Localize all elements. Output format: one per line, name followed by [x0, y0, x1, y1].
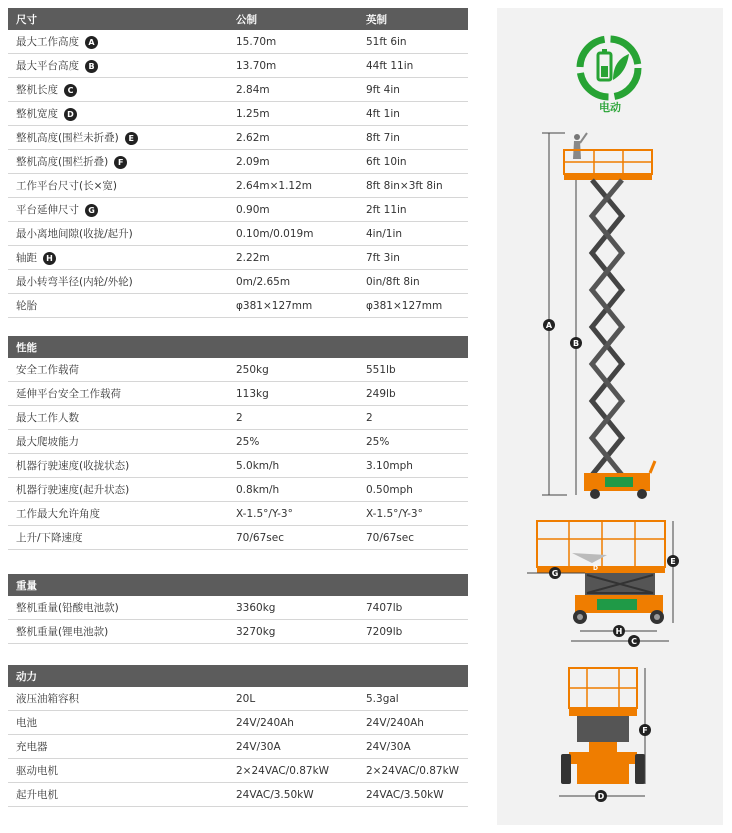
marker-d-label: D [597, 792, 605, 801]
spec-label-cell [8, 783, 228, 807]
spec-label: 安全工作载荷 [16, 364, 79, 376]
spec-label: 轮胎 [16, 300, 37, 312]
spec-label: 整机高度(围栏未折叠) [16, 132, 119, 144]
imperial-value: 6ft 10in [358, 150, 468, 174]
metric-value: 2.84m [228, 78, 358, 102]
spec-label-cell [8, 526, 228, 550]
spec-label: 最小转弯半径(内轮/外轮) [16, 276, 133, 288]
spec-label: 机器行驶速度(收拢状态) [16, 460, 130, 472]
metric-value: X-1.5°/Y-3° [228, 502, 358, 526]
spec-row [8, 198, 468, 222]
imperial-value: 5.3gal [358, 687, 468, 711]
metric-value: 70/67sec [228, 526, 358, 550]
metric-value: 113kg [228, 382, 358, 406]
spec-label: 最大平台高度 [16, 60, 79, 72]
imperial-value: 24V/30A [358, 735, 468, 759]
metric-value: 3270kg [228, 620, 358, 644]
spec-row [8, 54, 468, 78]
spec-tables [8, 8, 468, 807]
metric-value: 25% [228, 430, 358, 454]
marker-c-label: C [631, 637, 637, 646]
spec-row [8, 294, 468, 318]
spec-row [8, 478, 468, 502]
marker-h-label: H [615, 627, 623, 636]
spec-row [8, 526, 468, 550]
spec-row [8, 620, 468, 644]
spec-label-cell [8, 126, 228, 150]
imperial-value: 24V/240Ah [358, 711, 468, 735]
section-title: 性能 [8, 336, 228, 358]
spec-label: 电池 [16, 717, 37, 729]
marker-g-label: G [551, 569, 559, 578]
spec-label: 整机长度 [16, 84, 58, 96]
spec-label: 最大工作人数 [16, 412, 79, 424]
imperial-value: 51ft 6in [358, 30, 468, 54]
electric-eco-icon [497, 8, 723, 108]
section-title: 动力 [8, 665, 228, 687]
spec-label: 液压油箱容积 [16, 693, 79, 705]
spec-label: 延伸平台安全工作载荷 [16, 388, 121, 400]
spec-row [8, 430, 468, 454]
metric-value: 13.70m [228, 54, 358, 78]
spec-label-cell [8, 735, 228, 759]
metric-value: 2.64m×1.12m [228, 174, 358, 198]
dimension-marker-badge: E [125, 132, 138, 145]
spec-label-cell [8, 246, 228, 270]
dimensions-table [8, 8, 468, 318]
spec-row [8, 174, 468, 198]
spec-row [8, 150, 468, 174]
spec-label: 充电器 [16, 741, 48, 753]
spec-label-cell [8, 478, 228, 502]
dimension-marker-badge: G [85, 204, 98, 217]
dimension-marker-badge: H [43, 252, 56, 265]
imperial-value: 4ft 1in [358, 102, 468, 126]
power-table [8, 665, 468, 807]
metric-value: 0.10m/0.019m [228, 222, 358, 246]
spec-label-cell [8, 502, 228, 526]
spec-row [8, 30, 468, 54]
weight-table [8, 574, 468, 644]
spec-label-cell [8, 270, 228, 294]
imperial-value: 7ft 3in [358, 246, 468, 270]
spec-row [8, 382, 468, 406]
spec-label: 整机宽度 [16, 108, 58, 120]
marker-a-label: A [545, 321, 553, 330]
spec-label: 整机重量(铅酸电池款) [16, 602, 119, 614]
spec-label-cell [8, 150, 228, 174]
metric-value: 250kg [228, 358, 358, 382]
dimension-marker-badge: A [85, 36, 98, 49]
metric-value: 1.25m [228, 102, 358, 126]
dimension-marker-badge: B [85, 60, 98, 73]
marker-f-label: F [642, 726, 648, 735]
metric-value: 20L [228, 687, 358, 711]
spec-label: 轴距 [16, 252, 37, 264]
spec-label: 整机重量(锂电池款) [16, 626, 109, 638]
imperial-value: 7209lb [358, 620, 468, 644]
imperial-value: X-1.5°/Y-3° [358, 502, 468, 526]
imperial-value: 70/67sec [358, 526, 468, 550]
metric-value: 5.0km/h [228, 454, 358, 478]
dimension-marker-badge: C [64, 84, 77, 97]
imperial-value: 551lb [358, 358, 468, 382]
spec-label: 工作平台尺寸(长×宽) [16, 180, 117, 192]
spec-label: 最大工作高度 [16, 36, 79, 48]
marker-b-label: B [572, 339, 580, 348]
imperial-value: 4in/1in [358, 222, 468, 246]
imperial-value: 44ft 11in [358, 54, 468, 78]
section-title: 尺寸 [8, 8, 228, 30]
raised-lift-diagram [497, 123, 723, 503]
spec-row [8, 406, 468, 430]
spec-row [8, 102, 468, 126]
metric-value: 0.90m [228, 198, 358, 222]
section-title: 重量 [8, 574, 228, 596]
spec-label: 驱动电机 [16, 765, 58, 777]
spec-label: 起升电机 [16, 789, 58, 801]
spec-label: 机器行驶速度(起升状态) [16, 484, 130, 496]
section-header [8, 574, 468, 596]
metric-value: 15.70m [228, 30, 358, 54]
metric-value: 0.8km/h [228, 478, 358, 502]
section-header [8, 8, 468, 30]
imperial-value: 0.50mph [358, 478, 468, 502]
metric-value: 0m/2.65m [228, 270, 358, 294]
spec-row [8, 270, 468, 294]
metric-value: 2×24VAC/0.87kW [228, 759, 358, 783]
metric-value: 2.22m [228, 246, 358, 270]
imperial-value: 7407lb [358, 596, 468, 620]
marker-e-label: E [670, 557, 676, 566]
imperial-value: 0in/8ft 8in [358, 270, 468, 294]
imperial-value: 8ft 7in [358, 126, 468, 150]
spec-label: 最大爬坡能力 [16, 436, 79, 448]
imperial-value: φ381×127mm [358, 294, 468, 318]
metric-column-header: 公制 [228, 8, 358, 30]
spec-label-cell [8, 711, 228, 735]
imperial-column-header: 英制 [358, 8, 468, 30]
spec-row [8, 759, 468, 783]
spec-label-cell [8, 687, 228, 711]
metric-value: 24VAC/3.50kW [228, 783, 358, 807]
spec-row [8, 222, 468, 246]
spec-label-cell [8, 294, 228, 318]
section-header [8, 336, 468, 358]
spec-label-cell [8, 759, 228, 783]
metric-value: 3360kg [228, 596, 358, 620]
spec-label: 上升/下降速度 [16, 532, 83, 544]
spec-label-cell [8, 620, 228, 644]
spec-label-cell [8, 174, 228, 198]
spec-label: 工作最大允许角度 [16, 508, 100, 520]
illustration-panel [497, 8, 723, 825]
spec-label: 整机高度(围栏折叠) [16, 156, 109, 168]
metric-value: φ381×127mm [228, 294, 358, 318]
performance-table [8, 336, 468, 550]
metric-value: 2.09m [228, 150, 358, 174]
imperial-value: 9ft 4in [358, 78, 468, 102]
spec-label-cell [8, 198, 228, 222]
imperial-value: 8ft 8in×3ft 8in [358, 174, 468, 198]
spec-label-cell [8, 102, 228, 126]
section-header [8, 665, 468, 687]
spec-label-cell [8, 454, 228, 478]
imperial-value: 25% [358, 430, 468, 454]
spec-label: 最小离地间隙(收拢/起升) [16, 228, 133, 240]
spec-row [8, 687, 468, 711]
spec-label-cell [8, 358, 228, 382]
rear-view-diagram [497, 658, 723, 818]
spec-label-cell [8, 30, 228, 54]
spec-label-cell [8, 406, 228, 430]
spec-row [8, 454, 468, 478]
spec-label-cell [8, 222, 228, 246]
spec-row [8, 711, 468, 735]
spec-label-cell [8, 54, 228, 78]
spec-label-cell [8, 596, 228, 620]
imperial-value: 2×24VAC/0.87kW [358, 759, 468, 783]
spec-row [8, 358, 468, 382]
electric-label: 电动 [599, 101, 621, 114]
metric-value: 2 [228, 406, 358, 430]
metric-value: 24V/30A [228, 735, 358, 759]
dimension-marker-badge: F [114, 156, 127, 169]
imperial-value: 3.10mph [358, 454, 468, 478]
spec-row [8, 246, 468, 270]
imperial-value: 24VAC/3.50kW [358, 783, 468, 807]
imperial-value: 2 [358, 406, 468, 430]
spec-row [8, 596, 468, 620]
brand-mark: D [593, 565, 598, 572]
spec-label-cell [8, 382, 228, 406]
imperial-value: 249lb [358, 382, 468, 406]
spec-label: 平台延伸尺寸 [16, 204, 79, 216]
spec-label-cell [8, 430, 228, 454]
metric-value: 2.62m [228, 126, 358, 150]
metric-value: 24V/240Ah [228, 711, 358, 735]
imperial-value: 2ft 11in [358, 198, 468, 222]
dimension-marker-badge: D [64, 108, 77, 121]
spec-row [8, 78, 468, 102]
spec-row [8, 735, 468, 759]
spec-row [8, 783, 468, 807]
spec-label-cell [8, 78, 228, 102]
spec-row [8, 502, 468, 526]
spec-row [8, 126, 468, 150]
stowed-side-diagram [497, 513, 723, 648]
